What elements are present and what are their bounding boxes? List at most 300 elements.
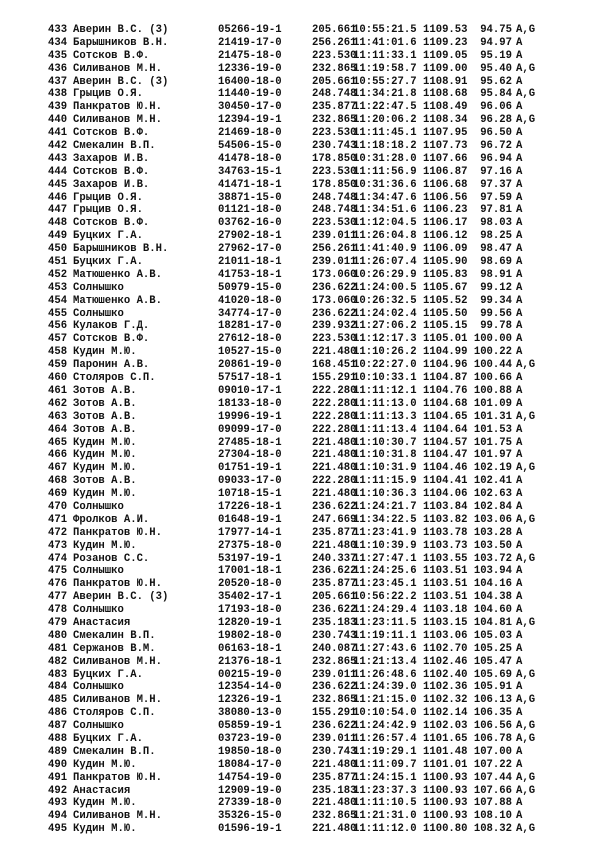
- arrival-time: 11:24:02.4: [353, 307, 417, 320]
- flags: A,G: [516, 720, 536, 733]
- percent: 100.88: [473, 384, 512, 397]
- row-number: 438: [48, 88, 68, 101]
- speed: 1102.36: [423, 681, 468, 694]
- arrival-time: 11:21:31.0: [353, 810, 417, 823]
- row-number: 468: [48, 475, 68, 488]
- percent: 94.97: [480, 36, 512, 49]
- table-row: [48, 475, 588, 488]
- percent: 96.72: [480, 140, 512, 153]
- speed: 1106.87: [423, 165, 468, 178]
- percent: 104.60: [473, 604, 512, 617]
- speed: 1104.57: [423, 436, 468, 449]
- flags: A: [516, 127, 523, 140]
- percent: 100.44: [473, 359, 512, 372]
- row-number: 454: [48, 294, 68, 307]
- speed: 1104.41: [423, 475, 468, 488]
- flags: A: [516, 384, 523, 397]
- table-row: [48, 243, 588, 256]
- table-row: [48, 823, 588, 836]
- flags: A: [516, 655, 523, 668]
- participant-name: Сотсков В.Ф.: [73, 333, 150, 346]
- table-row: [48, 333, 588, 346]
- row-number: 469: [48, 488, 68, 501]
- percent: 102.19: [473, 462, 512, 475]
- distance: 235.877: [312, 526, 357, 539]
- distance: 256.261: [312, 243, 357, 256]
- arrival-time: 11:27:43.6: [353, 642, 417, 655]
- distance: 230.743: [312, 745, 357, 758]
- table-row: [48, 398, 588, 411]
- speed: 1104.68: [423, 397, 468, 410]
- speed: 1107.66: [423, 152, 468, 165]
- ring-number: 57517-18-1: [218, 372, 282, 385]
- ring-number: 21376-18-1: [218, 655, 282, 668]
- arrival-time: 11:18:18.2: [353, 140, 417, 153]
- ring-number: 05859-19-1: [218, 720, 282, 733]
- arrival-time: 11:24:29.4: [353, 604, 417, 617]
- arrival-time: 11:11:56.9: [353, 165, 417, 178]
- flags: A: [516, 475, 523, 488]
- row-number: 460: [48, 372, 68, 385]
- participant-name: Силиванов М.Н.: [73, 810, 163, 823]
- row-number: 480: [48, 629, 68, 642]
- flags: A: [516, 152, 523, 165]
- percent: 98.91: [480, 268, 512, 281]
- arrival-time: 11:24:42.9: [353, 720, 417, 733]
- arrival-time: 11:23:41.9: [353, 526, 417, 539]
- speed: 1106.23: [423, 204, 468, 217]
- flags: A: [516, 217, 523, 230]
- table-row: [48, 514, 588, 527]
- percent: 107.44: [473, 771, 512, 784]
- percent: 102.41: [473, 475, 512, 488]
- percent: 97.16: [480, 165, 512, 178]
- row-number: 466: [48, 449, 68, 462]
- flags: A,G: [516, 771, 536, 784]
- table-row: [48, 282, 588, 295]
- percent: 95.84: [480, 88, 512, 101]
- distance: 239.011: [312, 732, 357, 745]
- percent: 102.84: [473, 500, 512, 513]
- distance: 168.451: [312, 359, 357, 372]
- percent: 96.06: [480, 101, 512, 114]
- percent: 103.50: [473, 539, 512, 552]
- speed: 1102.03: [423, 720, 468, 733]
- percent: 105.91: [473, 681, 512, 694]
- ring-number: 35326-15-0: [218, 810, 282, 823]
- participant-name: Силиванов М.Н.: [73, 62, 163, 75]
- table-row: [48, 153, 588, 166]
- flags: A: [516, 758, 523, 771]
- row-number: 473: [48, 539, 68, 552]
- ring-number: 19802-18-0: [218, 629, 282, 642]
- arrival-time: 11:10:30.7: [353, 436, 417, 449]
- ring-number: 41020-18-0: [218, 294, 282, 307]
- distance: 235.877: [312, 578, 357, 591]
- distance: 235.183: [312, 784, 357, 797]
- percent: 103.72: [473, 552, 512, 565]
- percent: 105.69: [473, 668, 512, 681]
- percent: 95.62: [480, 75, 512, 88]
- arrival-time: 10:56:22.2: [353, 591, 417, 604]
- row-number: 451: [48, 256, 68, 269]
- arrival-time: 11:24:25.6: [353, 565, 417, 578]
- flags: A: [516, 191, 523, 204]
- percent: 101.09: [473, 397, 512, 410]
- row-number: 459: [48, 359, 68, 372]
- ring-number: 27339-18-0: [218, 797, 282, 810]
- distance: 205.661: [312, 591, 357, 604]
- row-number: 461: [48, 384, 68, 397]
- arrival-time: 10:31:36.6: [353, 178, 417, 191]
- ring-number: 10718-15-1: [218, 488, 282, 501]
- table-row: [48, 694, 588, 707]
- participant-name: Солнышко: [73, 307, 124, 320]
- percent: 103.28: [473, 526, 512, 539]
- participant-name: Кудин М.Ю.: [73, 462, 137, 475]
- arrival-time: 11:26:48.6: [353, 668, 417, 681]
- ring-number: 09099-17-0: [218, 423, 282, 436]
- ring-number: 09010-17-1: [218, 384, 282, 397]
- ring-number: 21419-17-0: [218, 36, 282, 49]
- percent: 100.00: [473, 333, 512, 346]
- ring-number: 38080-13-0: [218, 707, 282, 720]
- percent: 101.53: [473, 423, 512, 436]
- table-row: [48, 114, 588, 127]
- arrival-time: 10:31:28.0: [353, 152, 417, 165]
- percent: 102.63: [473, 488, 512, 501]
- speed: 1109.53: [423, 24, 468, 36]
- participant-name: Анастасия: [73, 616, 131, 629]
- flags: A: [516, 140, 523, 153]
- speed: 1103.78: [423, 526, 468, 539]
- table-row: [48, 462, 588, 475]
- arrival-time: 11:34:47.6: [353, 191, 417, 204]
- flags: A: [516, 810, 523, 823]
- participant-name: Кудин М.Ю.: [73, 539, 137, 552]
- distance: 235.877: [312, 771, 357, 784]
- speed: 1109.23: [423, 36, 468, 49]
- ring-number: 12394-19-1: [218, 114, 282, 127]
- distance: 232.865: [312, 655, 357, 668]
- participant-name: Солнышко: [73, 565, 124, 578]
- participant-name: Кудин М.Ю.: [73, 346, 137, 359]
- speed: 1104.65: [423, 410, 468, 423]
- table-row: [48, 759, 588, 772]
- speed: 1104.99: [423, 346, 468, 359]
- distance: 178.850: [312, 152, 357, 165]
- ring-number: 50979-15-0: [218, 281, 282, 294]
- flags: A: [516, 500, 523, 513]
- percent: 96.50: [480, 127, 512, 140]
- participant-name: Захаров И.В.: [73, 178, 150, 191]
- flags: A: [516, 681, 523, 694]
- table-row: [48, 707, 588, 720]
- arrival-time: 11:12:04.5: [353, 217, 417, 230]
- percent: 103.94: [473, 565, 512, 578]
- flags: A,G: [516, 784, 536, 797]
- row-number: 458: [48, 346, 68, 359]
- flags: A: [516, 165, 523, 178]
- participant-name: Силиванов М.Н.: [73, 655, 163, 668]
- percent: 106.56: [473, 720, 512, 733]
- row-number: 482: [48, 655, 68, 668]
- row-number: 493: [48, 797, 68, 810]
- distance: 223.530: [312, 49, 357, 62]
- row-number: 464: [48, 423, 68, 436]
- flags: A: [516, 539, 523, 552]
- flags: A: [516, 372, 523, 385]
- distance: 235.183: [312, 616, 357, 629]
- row-number: 471: [48, 513, 68, 526]
- participant-name: Аверин В.С. (3): [73, 591, 169, 604]
- distance: 205.661: [312, 75, 357, 88]
- table-row: [48, 424, 588, 437]
- flags: A,G: [516, 24, 536, 36]
- ring-number: 27612-18-0: [218, 333, 282, 346]
- speed: 1105.50: [423, 307, 468, 320]
- ring-number: 12909-19-0: [218, 784, 282, 797]
- participant-name: Панкратов Ю.Н.: [73, 578, 163, 591]
- participant-name: Панкратов Ю.Н.: [73, 101, 163, 114]
- arrival-time: 11:11:13.3: [353, 410, 417, 423]
- percent: 108.10: [473, 810, 512, 823]
- row-number: 450: [48, 243, 68, 256]
- distance: 240.337: [312, 552, 357, 565]
- ring-number: 34763-15-1: [218, 165, 282, 178]
- arrival-time: 11:21:13.4: [353, 655, 417, 668]
- percent: 107.88: [473, 797, 512, 810]
- percent: 107.66: [473, 784, 512, 797]
- table-row: [48, 810, 588, 823]
- participant-name: Аверин В.С. (3): [73, 75, 169, 88]
- percent: 95.40: [480, 62, 512, 75]
- ring-number: 01648-19-1: [218, 513, 282, 526]
- table-row: [48, 140, 588, 153]
- arrival-time: 11:11:15.9: [353, 475, 417, 488]
- flags: A,G: [516, 62, 536, 75]
- flags: A: [516, 256, 523, 269]
- participant-name: Сотсков В.Ф.: [73, 165, 150, 178]
- table-row: [48, 527, 588, 540]
- ring-number: 18133-18-0: [218, 397, 282, 410]
- arrival-time: 11:41:40.9: [353, 243, 417, 256]
- ring-number: 41478-18-0: [218, 152, 282, 165]
- percent: 97.37: [480, 178, 512, 191]
- distance: 239.011: [312, 230, 357, 243]
- table-row: [48, 372, 588, 385]
- table-row: [48, 643, 588, 656]
- table-row: [48, 565, 588, 578]
- ring-number: 18281-17-0: [218, 320, 282, 333]
- ring-number: 27962-17-0: [218, 243, 282, 256]
- speed: 1100.93: [423, 784, 468, 797]
- distance: 236.622: [312, 604, 357, 617]
- table-row: [48, 217, 588, 230]
- speed: 1104.47: [423, 449, 468, 462]
- arrival-time: 10:55:27.7: [353, 75, 417, 88]
- speed: 1103.15: [423, 616, 468, 629]
- flags: A: [516, 488, 523, 501]
- arrival-time: 10:22:27.0: [353, 359, 417, 372]
- percent: 98.69: [480, 256, 512, 269]
- distance: 236.622: [312, 681, 357, 694]
- percent: 106.78: [473, 732, 512, 745]
- table-row: [48, 411, 588, 424]
- flags: A: [516, 604, 523, 617]
- ring-number: 34774-17-0: [218, 307, 282, 320]
- table-row: [48, 797, 588, 810]
- speed: 1107.95: [423, 127, 468, 140]
- distance: 222.280: [312, 397, 357, 410]
- arrival-time: 11:10:31.8: [353, 449, 417, 462]
- participant-name: Буцких Г.А.: [73, 668, 143, 681]
- ring-number: 16400-18-0: [218, 75, 282, 88]
- speed: 1106.56: [423, 191, 468, 204]
- row-number: 447: [48, 204, 68, 217]
- table-row: [48, 101, 588, 114]
- speed: 1103.06: [423, 629, 468, 642]
- row-number: 467: [48, 462, 68, 475]
- row-number: 462: [48, 397, 68, 410]
- row-number: 472: [48, 526, 68, 539]
- ring-number: 06163-18-1: [218, 642, 282, 655]
- participant-name: Столяров С.П.: [73, 372, 156, 385]
- row-number: 494: [48, 810, 68, 823]
- percent: 107.22: [473, 758, 512, 771]
- ring-number: 27902-18-1: [218, 230, 282, 243]
- flags: A: [516, 333, 523, 346]
- ring-number: 53197-19-1: [218, 552, 282, 565]
- table-row: [48, 437, 588, 450]
- distance: 221.480: [312, 346, 357, 359]
- row-number: 476: [48, 578, 68, 591]
- participant-name: Столяров С.П.: [73, 707, 156, 720]
- row-number: 448: [48, 217, 68, 230]
- percent: 96.94: [480, 152, 512, 165]
- percent: 99.56: [480, 307, 512, 320]
- percent: 97.81: [480, 204, 512, 217]
- distance: 223.530: [312, 165, 357, 178]
- participant-name: Панкратов Ю.Н.: [73, 526, 163, 539]
- percent: 101.97: [473, 449, 512, 462]
- participant-name: Розанов С.С.: [73, 552, 150, 565]
- flags: A,G: [516, 410, 536, 423]
- row-number: 495: [48, 823, 68, 836]
- distance: 222.280: [312, 475, 357, 488]
- distance: 221.480: [312, 449, 357, 462]
- arrival-time: 11:24:15.1: [353, 771, 417, 784]
- flags: A,G: [516, 616, 536, 629]
- flags: A: [516, 294, 523, 307]
- percent: 98.25: [480, 230, 512, 243]
- distance: 205.661: [312, 24, 357, 36]
- speed: 1102.40: [423, 668, 468, 681]
- row-number: 444: [48, 165, 68, 178]
- flags: A,G: [516, 114, 536, 127]
- flags: A: [516, 423, 523, 436]
- distance: 240.087: [312, 642, 357, 655]
- arrival-time: 11:24:21.7: [353, 500, 417, 513]
- ring-number: 17193-18-0: [218, 604, 282, 617]
- distance: 236.622: [312, 720, 357, 733]
- percent: 101.75: [473, 436, 512, 449]
- speed: 1102.70: [423, 642, 468, 655]
- distance: 236.622: [312, 565, 357, 578]
- distance: 236.622: [312, 307, 357, 320]
- ring-number: 54506-15-0: [218, 140, 282, 153]
- arrival-time: 11:27:47.1: [353, 552, 417, 565]
- flags: A,G: [516, 732, 536, 745]
- speed: 1100.80: [423, 823, 468, 836]
- table-row: [48, 785, 588, 798]
- participant-name: Анастасия: [73, 784, 131, 797]
- participant-name: Аверин В.С. (3): [73, 24, 169, 36]
- flags: A: [516, 707, 523, 720]
- distance: 236.622: [312, 281, 357, 294]
- arrival-time: 11:27:06.2: [353, 320, 417, 333]
- distance: 232.865: [312, 694, 357, 707]
- arrival-time: 11:19:58.7: [353, 62, 417, 75]
- table-row: [48, 681, 588, 694]
- row-number: 463: [48, 410, 68, 423]
- ring-number: 01596-19-1: [218, 823, 282, 836]
- participant-name: Солнышко: [73, 720, 124, 733]
- flags: A: [516, 591, 523, 604]
- ring-number: 19850-18-0: [218, 745, 282, 758]
- row-number: 442: [48, 140, 68, 153]
- speed: 1104.06: [423, 488, 468, 501]
- speed: 1102.46: [423, 655, 468, 668]
- arrival-time: 11:26:04.8: [353, 230, 417, 243]
- flags: A: [516, 565, 523, 578]
- row-number: 449: [48, 230, 68, 243]
- ring-number: 12336-19-0: [218, 62, 282, 75]
- table-row: [48, 630, 588, 643]
- distance: 223.530: [312, 333, 357, 346]
- speed: 1103.82: [423, 513, 468, 526]
- percent: 104.38: [473, 591, 512, 604]
- ring-number: 30450-17-0: [218, 101, 282, 114]
- arrival-time: 11:10:31.9: [353, 462, 417, 475]
- speed: 1100.93: [423, 810, 468, 823]
- arrival-time: 11:11:13.4: [353, 423, 417, 436]
- flags: A: [516, 230, 523, 243]
- speed: 1106.68: [423, 178, 468, 191]
- percent: 106.35: [473, 707, 512, 720]
- distance: 232.865: [312, 114, 357, 127]
- percent: 95.19: [480, 49, 512, 62]
- arrival-time: 11:23:45.1: [353, 578, 417, 591]
- flags: A: [516, 49, 523, 62]
- row-number: 483: [48, 668, 68, 681]
- participant-name: Паронин А.В.: [73, 359, 150, 372]
- distance: 256.261: [312, 36, 357, 49]
- participant-name: Зотов А.В.: [73, 384, 137, 397]
- distance: 221.480: [312, 436, 357, 449]
- arrival-time: 11:26:07.4: [353, 256, 417, 269]
- row-number: 478: [48, 604, 68, 617]
- row-number: 441: [48, 127, 68, 140]
- distance: 221.480: [312, 462, 357, 475]
- distance: 232.865: [312, 62, 357, 75]
- flags: A: [516, 36, 523, 49]
- speed: 1105.01: [423, 333, 468, 346]
- speed: 1103.18: [423, 604, 468, 617]
- flags: A: [516, 268, 523, 281]
- distance: 222.280: [312, 410, 357, 423]
- row-number: 485: [48, 694, 68, 707]
